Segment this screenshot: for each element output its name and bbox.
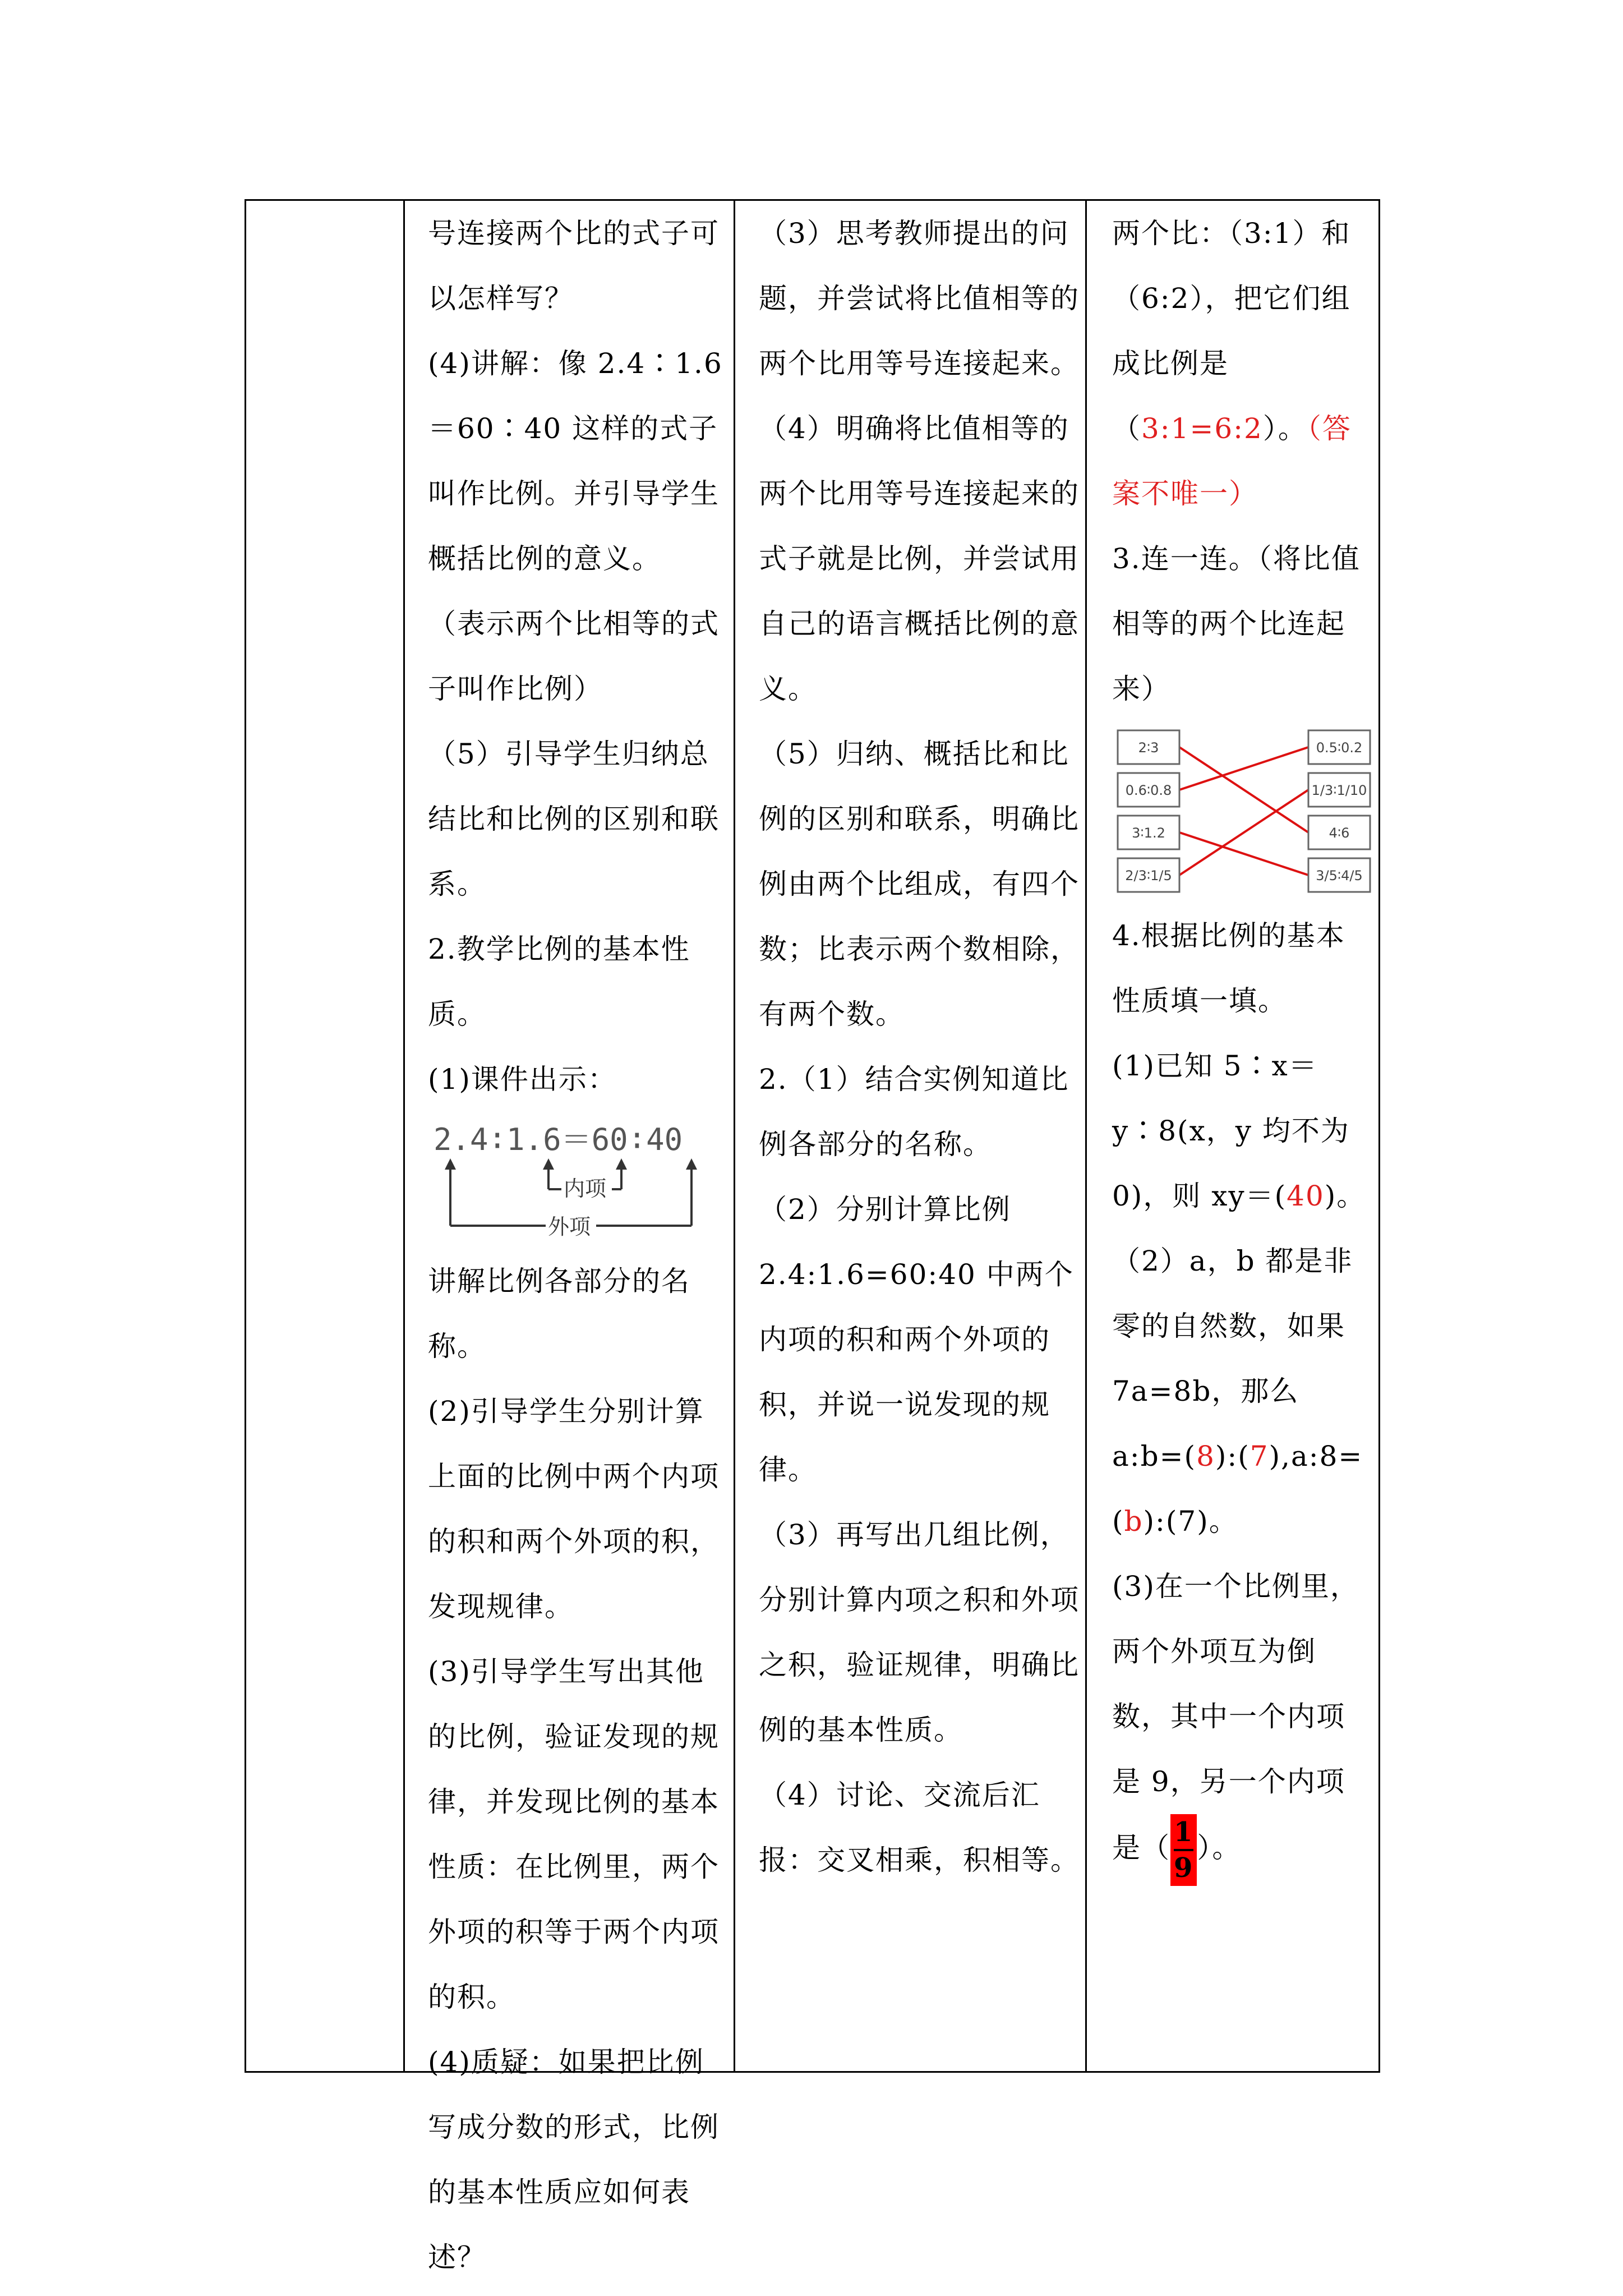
match-right-label: 4∶6 — [1329, 825, 1350, 841]
exercise-column — [1099, 201, 1379, 1886]
proportion-terms-figure — [428, 1116, 720, 1240]
exercise-4-1: (1)已知 5∶x＝y∶8(x，y 均不为 0)，则 xy＝(40)。 — [1112, 1050, 1366, 1212]
lesson-table — [245, 199, 1380, 2274]
paragraph: (1)课件出示： — [428, 1063, 617, 1096]
paragraph: 2.（1）结合实例知道比例各部分的名称。 — [759, 1063, 1069, 1161]
match-right-label: 0.5∶0.2 — [1316, 740, 1363, 756]
paragraph: (4)讲解：像 2.4∶1.6＝60∶40 这样的式子叫作比例。并引导学生概括比例的意义。 — [428, 347, 723, 575]
paragraph: （5）引导学生归纳总结比和比例的区别和联系。 — [428, 738, 720, 900]
match-left-label: 3∶1.2 — [1132, 825, 1165, 841]
column-divider — [403, 201, 405, 2071]
figure-outer-label: 外项 — [548, 1214, 591, 1239]
match-line — [1179, 790, 1308, 875]
teacher-activity-column — [416, 201, 741, 2290]
match-left-label: 2/3∶1/5 — [1125, 868, 1172, 884]
paragraph: （4）讨论、交流后汇报：交叉相乘，积相等。 — [759, 1779, 1080, 1876]
answer-note: （答案不唯一） — [1112, 412, 1352, 510]
match-right-label: 3/5∶4/5 — [1316, 868, 1363, 884]
paragraph: （表示两个比相等的式子叫作比例） — [428, 608, 720, 705]
answer-fraction: $\frac{1}{9}$ — [1170, 1814, 1197, 1886]
answer-text: b — [1124, 1505, 1144, 1538]
paragraph: 3.连一连。（将比值相等的两个比连起来） — [1112, 542, 1361, 705]
match-line — [1179, 832, 1308, 875]
paragraph: (4)质疑：如果把比例写成分数的形式，比例的基本性质应如何表述？ — [428, 2046, 720, 2274]
match-line — [1179, 747, 1308, 790]
figure-expression: 2.4∶1.6＝60∶40 — [434, 1122, 683, 1157]
paragraph: （4）明确将比值相等的两个比用等号连接起来的式子就是比例，并尝试用自己的语言概括比例的意义。 — [759, 412, 1080, 705]
answer-text: 40 — [1287, 1180, 1325, 1212]
paragraph: （3）再写出几组比例，分别计算内项之积和外项之积，验证规律，明确比例的基本性质。 — [759, 1519, 1080, 1746]
match-left-label: 0.6∶0.8 — [1125, 783, 1172, 798]
paragraph: （5）归纳、概括比和比例的区别和联系，明确比例由两个比组成，有四个数；比表示两个数相除，有两个数。 — [759, 738, 1080, 1030]
match-right-label: 1/3∶1/10 — [1311, 783, 1367, 798]
answer-text: 7 — [1249, 1440, 1269, 1473]
paragraph: 号连接两个比的式子可以怎样写？ — [428, 217, 720, 315]
paragraph: (3)引导学生写出其他的比例，验证发现的规律，并发现比例的基本性质：在比例里，两个外项的积等于两个内项的积。 — [428, 1655, 720, 2013]
match-left-label: 2∶3 — [1138, 740, 1159, 756]
answer-text: 8 — [1196, 1440, 1215, 1473]
student-activity-column — [745, 201, 1093, 1893]
paragraph: 2.教学比例的基本性质。 — [428, 933, 690, 1030]
paragraph: （3）思考教师提出的问题，并尝试将比值相等的两个比用等号连接起来。 — [759, 217, 1080, 380]
figure-inner-label: 内项 — [564, 1176, 607, 1201]
paragraph: （2）分别计算比例 2.4:1.6=60:40 中两个内项的积和两个外项的积，并说一说发现的规律。 — [759, 1193, 1074, 1486]
exercise-4-3: (3)在一个比例里，两个外项互为倒数，其中一个内项是 9，另一个内项是（ $\frac{1}{9}$ ）。 — [1112, 1554, 1371, 1886]
exercise-2-paragraph: 两个比：（3:1）和（6:2），把它们组成比例是（3:1=6:2）。（答案不唯一） — [1112, 217, 1352, 510]
matching-figure — [1112, 726, 1376, 894]
paragraph: 4.根据比例的基本性质填一填。 — [1112, 919, 1345, 1017]
paragraph: (2)引导学生分别计算上面的比例中两个内项的积和两个外项的积，发现规律。 — [428, 1395, 720, 1623]
exercise-4-2: （2）a，b 都是非零的自然数，如果 7a=8b，那么 a:b=(8):(7),a:8=(b):(7)。 — [1112, 1245, 1363, 1538]
match-line — [1179, 747, 1308, 832]
answer-text: 3:1=6:2 — [1141, 412, 1263, 445]
paragraph: 讲解比例各部分的名称。 — [428, 1265, 690, 1363]
